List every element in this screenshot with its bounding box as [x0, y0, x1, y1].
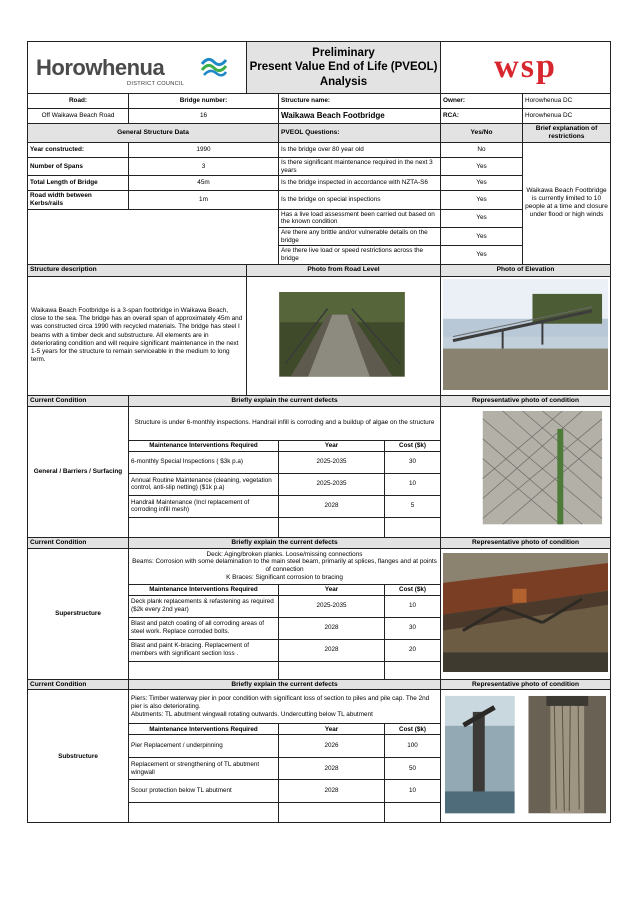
owner-label: Owner: — [441, 94, 523, 109]
logo-subtitle: DISTRICT COUNCIL — [127, 80, 185, 87]
year-heading: Year — [279, 440, 385, 451]
photo-road-heading: Photo from Road Level — [247, 264, 441, 276]
maintenance-item: Pier Replacement / underpinning — [129, 735, 279, 757]
owner-value: Horowhenua DC — [523, 94, 611, 109]
maintenance-cost: 10 — [385, 473, 441, 495]
condition-photo-heading: Representative photo of condition — [441, 679, 611, 690]
maintenance-cost: 100 — [385, 735, 441, 757]
general-value: 1m — [129, 191, 279, 209]
pveol-document — [27, 41, 610, 823]
pveol-table — [27, 41, 611, 823]
section-defects — [129, 690, 441, 724]
defect-line: Deck: Aging/broken planks. Loose/missing connections — [206, 550, 363, 558]
bridge-number-value: 16 — [129, 109, 279, 124]
cost-heading: Cost ($k) — [385, 724, 441, 735]
maintenance-year: 2028 — [279, 495, 385, 517]
maintenance-cost: 10 — [385, 780, 441, 802]
photo-elevation — [441, 276, 611, 395]
maintenance-cost: 5 — [385, 495, 441, 517]
maintenance-item: Blast and paint K-bracing. Replacement of members with significant section loss . — [129, 639, 279, 661]
maintenance-cost-blank — [385, 802, 441, 823]
maintenance-item: 6-monthly Special Inspections ( $3k p.a) — [129, 451, 279, 473]
cost-heading: Cost ($k) — [385, 584, 441, 595]
maintenance-item: Deck plank replacements & refastening as required ($2k every 2nd year) — [129, 595, 279, 617]
pveol-answer: Yes — [441, 209, 523, 227]
wave-icon — [200, 54, 228, 78]
structure-description-heading: Structure description — [28, 264, 247, 276]
maintenance-cost: 30 — [385, 451, 441, 473]
structure-name-value: Waikawa Beach Footbridge — [279, 109, 441, 124]
defects-heading: Briefly explain the current defects — [129, 537, 441, 548]
section-name: Substructure — [28, 690, 129, 823]
maintenance-cost: 20 — [385, 639, 441, 661]
rca-value: Horowhenua DC — [523, 109, 611, 124]
general-label: Road width between Kerbs/rails — [28, 191, 129, 209]
pveol-question: Is the bridge over 80 year old — [279, 142, 441, 157]
pveol-questions-heading: PVEOL Questions: — [279, 124, 441, 143]
general-value: 45m — [129, 176, 279, 191]
section-name: Superstructure — [28, 548, 129, 679]
maintenance-year: 2028 — [279, 617, 385, 639]
general-blank — [28, 209, 279, 264]
section-defects — [129, 548, 441, 584]
pveol-answer: Yes — [441, 157, 523, 175]
maintenance-cost: 50 — [385, 757, 441, 779]
maintenance-item-blank — [129, 517, 279, 537]
road-label: Road: — [28, 94, 129, 109]
maintenance-year: 2025-2035 — [279, 595, 385, 617]
pveol-answer: No — [441, 142, 523, 157]
maintenance-year: 2025-2035 — [279, 451, 385, 473]
explanation-heading: Brief explanation of restrictions — [523, 124, 611, 143]
defects-heading: Briefly explain the current defects — [129, 679, 441, 690]
maintenance-year-blank — [279, 661, 385, 679]
pveol-answer: Yes — [441, 191, 523, 209]
maintenance-year-blank — [279, 802, 385, 823]
condition-photo-beam — [441, 548, 611, 679]
pveol-answer: Yes — [441, 227, 523, 245]
maintenance-item: Handrail Maintenance (Incl replacement of corroding infill mesh) — [129, 495, 279, 517]
defects-heading: Briefly explain the current defects — [129, 395, 441, 406]
defect-line: Beams: Corrosion with some delamination to the main steel beam, primarily at splices, flanges and at points of connection — [132, 558, 437, 574]
section-defects: Structure is under 6-monthly inspections. Handrail infill is corroding and a buildup of algae on the structure — [129, 406, 441, 440]
defect-line: Abutments: TL abutment wingwall rotating outwards. Undercutting below TL abutment — [131, 710, 373, 718]
title-line-2: Present Value End of Life (PVEOL) — [249, 61, 438, 74]
photo-elevation-heading: Photo of Elevation — [441, 264, 611, 276]
road-value: Off Waikawa Beach Road — [28, 109, 129, 124]
cost-heading: Cost ($k) — [385, 440, 441, 451]
maintenance-year: 2028 — [279, 639, 385, 661]
logo-wordmark: Horowhenua — [36, 54, 165, 80]
maintenance-year: 2028 — [279, 757, 385, 779]
bridge-number-label: Bridge number: — [129, 94, 279, 109]
wsp-logo: wsp — [441, 42, 611, 94]
maintenance-cost-blank — [385, 517, 441, 537]
condition-photo-piers — [441, 690, 611, 823]
maintenance-cost: 10 — [385, 595, 441, 617]
rca-label: RCA: — [441, 109, 523, 124]
maintenance-year: 2025-2035 — [279, 473, 385, 495]
maintenance-heading: Maintenance Interventions Required — [129, 724, 279, 735]
maintenance-item-blank — [129, 661, 279, 679]
maintenance-item-blank — [129, 802, 279, 823]
year-heading: Year — [279, 584, 385, 595]
structure-name-label: Structure name: — [279, 94, 441, 109]
general-label: Total Length of Bridge — [28, 176, 129, 191]
pveol-question: Are there live load or speed restrictions across the bridge — [279, 246, 441, 264]
maintenance-item: Blast and patch coating of all corroding areas of steel work. Replace corroded bolts. — [129, 617, 279, 639]
condition-photo-mesh — [441, 406, 611, 537]
maintenance-item: Annual Routine Maintenance (cleaning, vegetation control, anti-slip netting) ($1k p.a) — [129, 473, 279, 495]
maintenance-cost-blank — [385, 661, 441, 679]
photo-road-level — [247, 276, 441, 395]
restriction-explanation: Waikawa Beach Footbridge is currently limited to 10 people at a time and closure under flood or high winds — [523, 142, 611, 264]
defect-line: Piers: Timber waterway pier in poor condition with significant loss of section to piles and pile cap. The 2nd pier is also deteriorating. — [131, 695, 430, 710]
pveol-question: Is the bridge on special inspections — [279, 191, 441, 209]
general-data-heading: General Structure Data — [28, 124, 279, 143]
document-title — [247, 42, 441, 94]
general-value: 3 — [129, 157, 279, 175]
current-condition-heading: Current Condition — [28, 679, 129, 690]
general-label: Number of Spans — [28, 157, 129, 175]
condition-photo-heading: Representative photo of condition — [441, 537, 611, 548]
condition-photo-heading: Representative photo of condition — [441, 395, 611, 406]
maintenance-item: Scour protection below TL abutment — [129, 780, 279, 802]
horowhenua-logo — [28, 42, 247, 94]
pveol-question: Are there any brittle and/or vulnerable details on the bridge — [279, 227, 441, 245]
maintenance-heading: Maintenance Interventions Required — [129, 584, 279, 595]
defect-line: K Braces: Significant corrosion to bracing — [226, 573, 343, 581]
pveol-answer: Yes — [441, 176, 523, 191]
general-value: 1990 — [129, 142, 279, 157]
maintenance-year: 2026 — [279, 735, 385, 757]
yes-no-heading: Yes/No — [441, 124, 523, 143]
section-name: General / Barriers / Surfacing — [28, 406, 129, 537]
maintenance-year: 2028 — [279, 780, 385, 802]
maintenance-year-blank — [279, 517, 385, 537]
maintenance-item: Replacement or strengthening of TL abutment wingwall — [129, 757, 279, 779]
title-line-3: Analysis — [319, 75, 368, 88]
current-condition-heading: Current Condition — [28, 537, 129, 548]
pveol-question: Has a live load assessment been carried out based on the known condition — [279, 209, 441, 227]
maintenance-heading: Maintenance Interventions Required — [129, 440, 279, 451]
current-condition-heading: Current Condition — [28, 395, 129, 406]
pveol-answer: Yes — [441, 246, 523, 264]
general-label: Year constructed: — [28, 142, 129, 157]
pveol-question: Is the bridge inspected in accordance with NZTA-S6 — [279, 176, 441, 191]
pveol-question: Is there significant maintenance required in the next 3 years — [279, 157, 441, 175]
structure-description-text: Waikawa Beach Footbridge is a 3-span footbridge in Waikawa Beach, close to the sea. The bridge has an overall span of approximately 45m and was constructed circa 1990 with recycled materials. The bridge has steel I beams with a timber deck and substructure. All elements are in deteriorating condition and will require significant maintenance in the next 1-5 years for the structure to remain serviceable in the medium to long term. — [28, 276, 247, 395]
maintenance-cost: 30 — [385, 617, 441, 639]
year-heading: Year — [279, 724, 385, 735]
title-line-1: Preliminary — [312, 46, 375, 59]
